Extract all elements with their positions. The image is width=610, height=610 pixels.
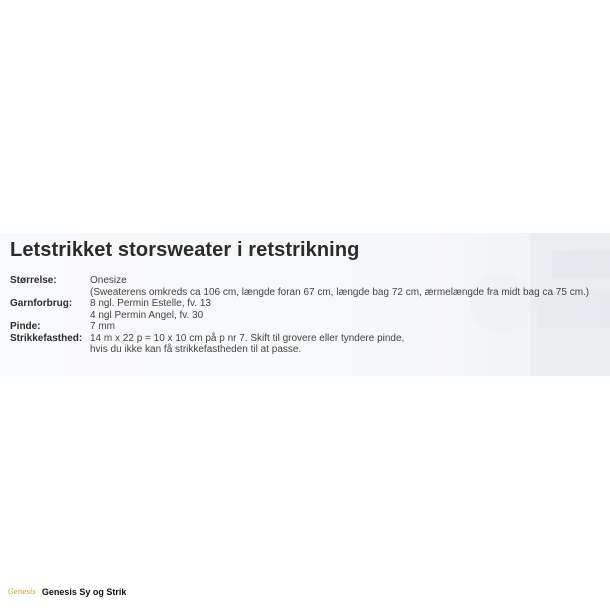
spec-value-line: 8 ngl. Permin Estelle, fv. 13 — [90, 298, 211, 309]
pattern-title: Letstrikket storsweater i retstrikning — [10, 239, 360, 261]
specs-list — [10, 275, 610, 356]
spec-value-line: (Sweaterens omkreds ca 106 cm, længde foran 67 cm, længde bag 72 cm, ærmelængde fra midt bag ca 75 cm.) — [90, 286, 590, 298]
spec-value-line: Onesize — [90, 275, 127, 286]
spec-row-gauge — [10, 333, 610, 356]
spec-row-size — [10, 275, 610, 298]
spec-label: Pinde: — [10, 321, 41, 332]
spec-label: Strikkefasthed: — [10, 332, 83, 344]
spec-row-yarn — [10, 298, 610, 321]
spec-value-line: 14 m x 22 p = 10 x 10 cm på p nr 7. Skift til grovere eller tyndere pinde, — [90, 332, 405, 344]
spec-value — [90, 275, 610, 298]
spec-label: Garnforbrug: — [10, 298, 73, 309]
spec-value-line: 4 ngl Permin Angel, fv. 30 — [90, 309, 204, 321]
spec-value — [90, 321, 610, 333]
pattern-info-card — [0, 233, 610, 376]
spec-value-line: 7 mm — [90, 321, 115, 332]
genesis-logo-mark: Genesis — [8, 588, 36, 596]
spec-value-line: hvis du ikke kan få strikkefastheden til at passe. — [90, 344, 302, 355]
spec-value — [90, 333, 610, 356]
spec-row-needles — [10, 321, 610, 333]
spec-value — [90, 298, 610, 321]
shop-logo[interactable] — [8, 586, 126, 598]
spec-label: Størrelse: — [10, 275, 57, 286]
shop-name: Genesis Sy og Strik — [41, 587, 127, 597]
